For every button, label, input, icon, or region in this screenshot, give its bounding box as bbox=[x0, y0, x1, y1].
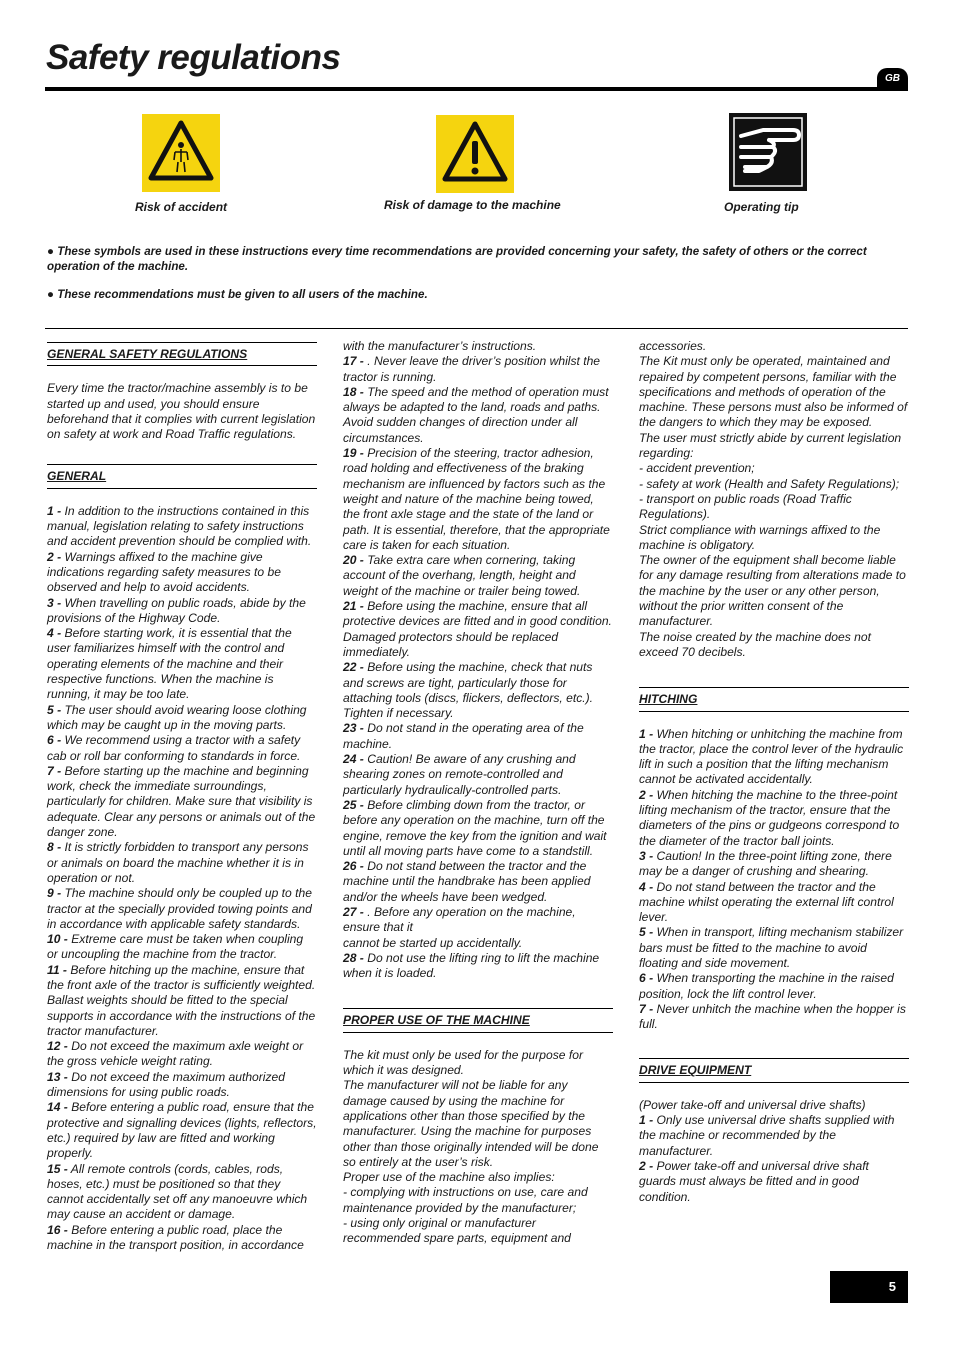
list-item: 1 - When hitching or unhitching the machine from the tractor, place the control lever of the hydraulic lift in such a position that the lifting mechanism cannot be activated accidentally. bbox=[639, 726, 904, 787]
list-item: 21 - Before using the machine, ensure that all protective devices are fitted and in good condition. Damaged protectors should be replaced immediately. bbox=[343, 599, 612, 659]
column-3 bbox=[639, 339, 909, 1205]
list-item: 18 - The speed and the method of operation must always be adapted to the land, roads and paths. Avoid sudden changes of direction under all circumstances. bbox=[343, 384, 609, 445]
section-heading-general: GENERAL bbox=[47, 464, 317, 488]
list-item: 19 - Precision of the steering, tractor adhesion, road holding and effectiveness of the braking mechanism are influenced by factors such as the weight and nature of the machine being towed, the front axle stage and the state of the land or path. It is essential, therefore, that the appropriate care is taken for each situation. bbox=[343, 446, 610, 552]
list-item: 11 - Before hitching up the machine, ensure that the front axle of the tractor is sufficiently weighted. Ballast weights should be fitted to the special supports in accordance with the instructions of the tractor manufacturer. bbox=[47, 962, 316, 1038]
column-2-lead: with the manufacturer’s instructions. bbox=[343, 339, 537, 353]
person-warning-icon bbox=[142, 114, 220, 192]
section-heading-general-safety: GENERAL SAFETY REGULATIONS bbox=[47, 342, 317, 366]
column-3-para: The owner of the equipment shall become liable for any damage resulting from alterations made to the machine by the user or any other person, without the prior written consent of the manufacturer. bbox=[639, 553, 906, 629]
proper-use-para: - complying with instructions on use, care and maintenance provided by the manufacturer; bbox=[343, 1185, 588, 1215]
list-item: 4 - Before starting work, it is essential that the user familiarizes himself with the control and operating elements of the machine and their respective functions. When the machine is running, it may be too late. bbox=[47, 626, 292, 702]
list-item: 27 - . Before any operation on the machine, ensure that it bbox=[343, 904, 576, 935]
list-item: 6 - When transporting the machine in the raised position, lock the lift control lever. bbox=[639, 971, 894, 1001]
list-item: 28 - Do not use the lifting ring to lift the machine when it is loaded. bbox=[343, 950, 600, 981]
list-item: 3 - When travelling on public roads, abide by the provisions of the Highway Code. bbox=[47, 595, 306, 625]
intro-bullet-2: ● These recommendations must be given to all users of the machine. bbox=[47, 288, 428, 301]
proper-use-para: - using only original or manufacturer recommended spare parts, equipment and bbox=[343, 1216, 571, 1246]
column-3-para: The noise created by the machine does not exceed 70 decibels. bbox=[639, 629, 871, 659]
list-item: 8 - It is strictly forbidden to transport any persons or animals on board the machine whether it is in operation or not. bbox=[47, 840, 309, 885]
list-item: 20 - Take extra care when cornering, taking account of the overhang, length, height and weight of the machine or trailer being towed. bbox=[343, 553, 581, 598]
list-item: 15 - All remote controls (cords, cables, rods, hoses, etc.) must be positioned so that they cannot accidentally set off any manoeuvre which may cause an accident or damage. bbox=[47, 1161, 308, 1222]
page-number: 5 bbox=[830, 1271, 908, 1303]
section-heading-hitching: HITCHING bbox=[639, 687, 909, 711]
column-3-para: The Kit must only be operated, maintained and repaired by competent persons, familiar with the specifications and methods of operation of the machine. These persons must also be informed of the dangers to which they may be exposed. bbox=[639, 354, 908, 430]
general-list bbox=[47, 504, 317, 1254]
column-3-para: - accident prevention; bbox=[639, 461, 755, 476]
list-item: 4 - Do not stand between the tractor and the machine whilst operating the external lift control lever. bbox=[639, 879, 894, 925]
list-item: 22 - Before using the machine, check that nuts and screws are tight, particularly those for attaching tools (discs, flickers, deflectors, etc.). Tighten if necessary. bbox=[343, 660, 594, 721]
hitching-list bbox=[639, 727, 909, 1033]
section-rule bbox=[45, 328, 908, 329]
proper-use-para: Proper use of the machine also implies: bbox=[343, 1170, 555, 1185]
list-item: 7 - Never unhitch the machine when the hopper is full. bbox=[639, 1001, 906, 1032]
list-item: 24 - Caution! Be aware of any crushing and shearing zones on remote-controlled and particularly hydraulically-controlled parts. bbox=[343, 752, 576, 797]
symbol-label-accident: Risk of accident bbox=[135, 200, 228, 214]
list-item: 5 - The user should avoid wearing loose clothing which may be caught up in the moving parts. bbox=[47, 702, 307, 732]
column-3-para: - transport on public roads (Road Traffic Regulations). bbox=[639, 491, 852, 522]
column-3-para: - safety at work (Health and Safety Regulations); bbox=[639, 476, 900, 491]
list-item: 12 - Do not exceed the maximum axle weight or the gross vehicle weight rating. bbox=[47, 1039, 304, 1069]
list-item: 17 - . Never leave the driver’s position whilst the tractor is running. bbox=[343, 354, 601, 384]
general-safety-text: Every time the tractor/machine assembly is to be started up and used, you should ensure beforehand that it complies with current legislation on safety at work and Road Traffic regulations. bbox=[47, 381, 316, 442]
title-rule bbox=[45, 87, 908, 91]
list-item: 1 - Only use universal drive shafts supplied with the machine or recommended by the manufacturer. bbox=[639, 1113, 895, 1158]
list-item: 1 - In addition to the instructions contained in this manual, legislation relating to safety instructions and accident prevention should be complied with. bbox=[47, 503, 312, 549]
page-title: Safety regulations bbox=[46, 38, 341, 77]
proper-use-para: The manufacturer will not be liable for any damage caused by using the machine for applications other than those specified by the manufacturer. Using the machine for purposes other than those originally intended will be done so entirely at the user’s risk. bbox=[343, 1078, 599, 1169]
exclamation-warning-icon bbox=[436, 115, 514, 193]
list-item: 23 - Do not stand in the operating area of the machine. bbox=[343, 721, 584, 751]
list-item: 5 - When in transport, lifting mechanism stabilizer bars must be fitted to the machine to avoid floating and side movement. bbox=[639, 925, 904, 970]
list-item: 2 - Warnings affixed to the machine give indications regarding safety measures to be observed and help to avoid accidents. bbox=[47, 549, 281, 595]
list-item: 6 - We recommend using a tractor with a safety cab or roll bar conforming to standards in force. bbox=[47, 733, 301, 763]
list-item: 2 - When hitching the machine to the three-point lifting mechanism of the tractor, ensure that the diameters of the pins or gudgeons correspond to the diameter of the tractor ball joints. bbox=[639, 787, 900, 848]
list-item: cannot be started up accidentally. bbox=[343, 935, 523, 950]
drive-lead: (Power take-off and universal drive shafts) bbox=[639, 1097, 866, 1112]
column-3-para: The user must strictly abide by current legislation regarding: bbox=[639, 430, 902, 461]
list-item: 7 - Before starting up the machine and beginning work, check the immediate surroundings, particularly for children. Make sure that visibility is adequate. Clear any persons or animals out of the danger zone. bbox=[47, 763, 316, 840]
list-item: 13 - Do not exceed the maximum authorized dimensions for using public roads. bbox=[47, 1069, 285, 1100]
drive-list bbox=[639, 1113, 909, 1205]
intro-text-1: These symbols are used in these instructions every time recommendations are provided concerning your safety, the safety of others or the correct operation of the machine. bbox=[47, 245, 867, 273]
section-heading-proper-use: PROPER USE OF THE MACHINE bbox=[343, 1008, 613, 1032]
general-list-continued bbox=[343, 354, 613, 981]
column-2 bbox=[343, 339, 613, 1247]
column-3-para: Strict compliance with warnings affixed to the machine is obligatory. bbox=[639, 522, 881, 552]
symbol-label-damage: Risk of damage to the machine bbox=[384, 198, 561, 212]
column-1 bbox=[47, 342, 317, 1253]
language-badge: GB bbox=[877, 68, 908, 89]
list-item: 3 - Caution! In the three-point lifting zone, there may be a danger of crushing and shearing. bbox=[639, 848, 892, 879]
list-item: 2 - Power take-off and universal drive shaft guards must always be fitted and in good condition. bbox=[639, 1158, 869, 1204]
intro-text-2: These recommendations must be given to all users of the machine. bbox=[57, 288, 428, 301]
section-heading-drive-equipment: DRIVE EQUIPMENT bbox=[639, 1058, 909, 1082]
list-item: 16 - Before entering a public road, place the machine in the transport position, in accordance bbox=[47, 1222, 304, 1253]
intro-bullet-1: ● These symbols are used in these instructions every time recommendations are provided concerning your safety, the safety of others or the correct operation of the machine. bbox=[47, 245, 867, 273]
list-item: 10 - Extreme care must be taken when coupling or uncoupling the machine from the tractor. bbox=[47, 932, 304, 962]
list-item: 9 - The machine should only be coupled up to the tractor at the specially provided towing points and in accordance with applicable safety standards. bbox=[47, 886, 312, 931]
list-item: 25 - Before climbing down from the tractor, or before any operation on the machine, turn off the engine, remove the key from the ignition and wait until all moving parts have come to a standstill. bbox=[343, 797, 607, 858]
symbol-label-tip: Operating tip bbox=[724, 200, 799, 214]
list-item: 26 - Do not stand between the tractor and the machine until the handbrake has been applied and/or the wheels have been wedged. bbox=[343, 859, 591, 904]
list-item: 14 - Before entering a public road, ensure that the protective and signalling devices (lights, reflectors, etc.) required by law are fitted and working properly. bbox=[47, 1100, 317, 1161]
column-3-para: accessories. bbox=[639, 339, 707, 353]
proper-use-para: The kit must only be used for the purpose for which it was designed. bbox=[343, 1047, 583, 1078]
pointing-hand-icon bbox=[729, 113, 807, 191]
